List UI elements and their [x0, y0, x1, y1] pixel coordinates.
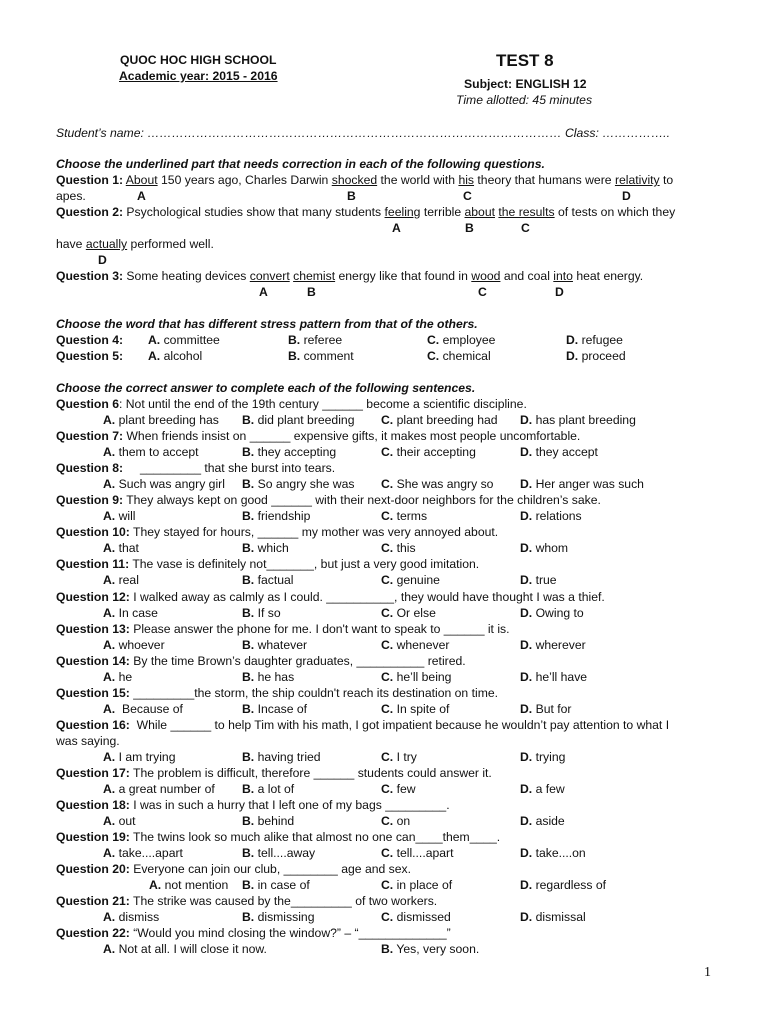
underlined-d: relativity: [614, 173, 660, 187]
option-d: D. Owing to: [520, 606, 584, 620]
question-14: Question 14: By the time Brown’s daughter graduates, __________ retired.: [56, 654, 466, 668]
option-a: A. Not at all. I will close it now.: [103, 942, 267, 956]
question-text: energy like that found in: [335, 269, 472, 283]
option-c: C. terms: [381, 509, 428, 523]
option-c: C. he’ll being: [381, 670, 452, 684]
option-b: B. dismissing: [242, 910, 315, 924]
option-b: B. If so: [242, 606, 281, 620]
option-b: B. they accepting: [242, 445, 337, 459]
question-label: Question 4:: [56, 333, 124, 347]
option-c: C. dismissed: [381, 910, 451, 924]
option-d: D. take....on: [520, 846, 586, 860]
option-d: D. aside: [520, 814, 565, 828]
option-a: A. I am trying: [103, 750, 176, 764]
question-9: Question 9: They always kept on good ______ with their next-door neighbors for the children’s sake.: [56, 493, 601, 507]
underlined-b: shocked: [331, 173, 378, 187]
option-d: D. Her anger was such: [520, 477, 644, 491]
question-label: Question 1:: [56, 173, 124, 187]
option-c: C. genuine: [381, 573, 440, 587]
academic-year: Academic year: 2015 - 2016: [119, 69, 278, 83]
option-a: A. them to accept: [103, 445, 199, 459]
question-text: Psychological studies show that many students: [123, 205, 385, 219]
underlined-a: feeling: [384, 205, 421, 219]
option-b: B. which: [242, 541, 289, 555]
option-b: B. friendship: [242, 509, 311, 523]
option-a: A. In case: [103, 606, 158, 620]
marker-c: C: [463, 189, 472, 203]
option-c: C. their accepting: [381, 445, 476, 459]
option-c: C. In spite of: [381, 702, 450, 716]
question-11: Question 11: The vase is definitely not_______, but just a very good imitation.: [56, 557, 480, 571]
option-d: D. they accept: [520, 445, 598, 459]
option-b: B. tell....away: [242, 846, 316, 860]
option-b: B. a lot of: [242, 782, 295, 796]
option-d: D. refugee: [566, 333, 623, 347]
question-text: and coal: [500, 269, 554, 283]
section-instruction: Choose the underlined part that needs correction in each of the following questions.: [56, 157, 545, 171]
underlined-c: the results: [498, 205, 555, 219]
option-d: D. has plant breeding: [520, 413, 636, 427]
option-b: B. Incase of: [242, 702, 308, 716]
question-label: Question 3:: [56, 269, 124, 283]
question-1: [56, 172, 673, 188]
option-d: D. whom: [520, 541, 569, 555]
question-text: performed well.: [127, 237, 214, 251]
section-instruction: Choose the word that has different stress pattern from that of the others.: [56, 317, 478, 331]
underlined-d: into: [553, 269, 573, 283]
question-16-line2: was saying.: [56, 734, 120, 748]
question-2-line2: [56, 236, 214, 252]
option-a: A. he: [103, 670, 133, 684]
option-a: A. Such was angry girl: [103, 477, 225, 491]
option-a: A. a great number of: [103, 782, 215, 796]
question-22: Question 22: “Would you mind closing the window?” – “_____________”: [56, 926, 451, 940]
option-c: C. in place of: [381, 878, 453, 892]
option-a: A. out: [103, 814, 136, 828]
question-19: Question 19: The twins look so much alike that almost no one can____them____.: [56, 830, 501, 844]
option-d: D. wherever: [520, 638, 586, 652]
question-12: Question 12: I walked away as calmly as I could. __________, they would have thought I was a thief.: [56, 590, 605, 604]
question-16: Question 16: While ______ to help Tim with his math, I got impatient because he wouldn’t pay attention to what I: [56, 718, 670, 732]
page-number: 1: [704, 965, 711, 980]
question-label: Question 5:: [56, 349, 124, 363]
underlined-b: about: [464, 205, 495, 219]
question-text: the world with: [377, 173, 459, 187]
marker-a: A: [137, 189, 146, 203]
option-a: A. committee: [148, 333, 220, 347]
marker-c: C: [478, 285, 487, 299]
question-1-line2: apes.: [56, 189, 86, 203]
underlined-d: actually: [85, 237, 128, 251]
option-d: D. relations: [520, 509, 582, 523]
option-b: B. Yes, very soon.: [381, 942, 480, 956]
option-c: C. this: [381, 541, 416, 555]
question-text: Some heating devices: [123, 269, 250, 283]
option-c: C. tell....apart: [381, 846, 454, 860]
option-a: A. whoever: [103, 638, 165, 652]
question-13: Question 13: Please answer the phone for me. I don't want to speak to ______ it is.: [56, 622, 510, 636]
option-a: A. plant breeding has: [103, 413, 219, 427]
time-allotted: Time allotted: 45 minutes: [456, 93, 593, 107]
option-c: C. She was angry so: [381, 477, 494, 491]
marker-b: B: [307, 285, 316, 299]
question-7: Question 7: When friends insist on ______ expensive gifts, it makes most people uncomfortable.: [56, 429, 581, 443]
question-18: Question 18: I was in such a hurry that I left one of my bags _________.: [56, 798, 450, 812]
option-d: D. But for: [520, 702, 572, 716]
question-8: Question 8: _________ that she burst into tears.: [56, 461, 336, 475]
option-a: A. not mention: [149, 878, 229, 892]
student-name-line: Student’s name: ………………………………………………………………………………………… Class: ……………..: [56, 126, 670, 140]
underlined-b: chemist: [293, 269, 336, 283]
option-b: B. whatever: [242, 638, 308, 652]
option-a: A. will: [103, 509, 136, 523]
option-c: C. few: [381, 782, 416, 796]
option-b: B. in case of: [242, 878, 310, 892]
option-b: B. referee: [288, 333, 343, 347]
option-a: A. take....apart: [103, 846, 183, 860]
question-3: [56, 268, 643, 284]
marker-c: C: [521, 221, 530, 235]
option-d: D. he’ll have: [520, 670, 588, 684]
marker-a: A: [392, 221, 401, 235]
option-d: D. regardless of: [520, 878, 607, 892]
school-name: QUOC HOC HIGH SCHOOL: [120, 53, 277, 67]
subject: Subject: ENGLISH 12: [464, 77, 587, 91]
question-text: terrible: [420, 205, 465, 219]
marker-d: D: [98, 253, 107, 267]
option-a: A. alcohol: [148, 349, 203, 363]
option-b: B. did plant breeding: [242, 413, 355, 427]
option-b: B. he has: [242, 670, 295, 684]
option-d: D. a few: [520, 782, 565, 796]
question-15: Question 15: _________the storm, the ship couldn't reach its destination on time.: [56, 686, 499, 700]
option-c: C. Or else: [381, 606, 436, 620]
question-6: Question 6: Not until the end of the 19th century ______ become a scientific discipline.: [56, 397, 527, 411]
option-a: A. dismiss: [103, 910, 160, 924]
option-b: B. having tried: [242, 750, 321, 764]
question-10: Question 10: They stayed for hours, ______ my mother was very annoyed about.: [56, 525, 499, 539]
option-a: A. Because of: [103, 702, 183, 716]
section-instruction: Choose the correct answer to complete each of the following sentences.: [56, 381, 476, 395]
marker-b: B: [347, 189, 356, 203]
underlined-a: convert: [249, 269, 290, 283]
option-b: B. So angry she was: [242, 477, 355, 491]
option-d: D. true: [520, 573, 557, 587]
question-text: heat energy.: [572, 269, 644, 283]
question-text: have: [56, 237, 86, 251]
question-text: to: [659, 173, 674, 187]
question-text: of tests on which they: [554, 205, 676, 219]
option-d: D. proceed: [566, 349, 626, 363]
option-c: C. on: [381, 814, 411, 828]
question-text: 150 years ago, Charles Darwin: [157, 173, 332, 187]
question-20: Question 20: Everyone can join our club, ________ age and sex.: [56, 862, 412, 876]
option-c: C. plant breeding had: [381, 413, 498, 427]
test-title: TEST 8: [496, 51, 554, 70]
option-b: B. behind: [242, 814, 295, 828]
marker-b: B: [465, 221, 474, 235]
option-a: A. that: [103, 541, 139, 555]
option-c: C. employee: [427, 333, 496, 347]
option-c: C. whenever: [381, 638, 450, 652]
question-21: Question 21: The strike was caused by the_________ of two workers.: [56, 894, 438, 908]
option-a: A. real: [103, 573, 139, 587]
question-label: Question 2:: [56, 205, 124, 219]
underlined-c: his: [458, 173, 475, 187]
question-2: [56, 204, 675, 220]
question-17: Question 17: The problem is difficult, therefore ______ students could answer it.: [56, 766, 492, 780]
underlined-a: About: [125, 173, 158, 187]
option-c: C. chemical: [427, 349, 491, 363]
question-text: theory that humans were: [474, 173, 615, 187]
underlined-c: wood: [471, 269, 501, 283]
marker-d: D: [622, 189, 631, 203]
marker-d: D: [555, 285, 564, 299]
option-b: B. comment: [288, 349, 354, 363]
marker-a: A: [259, 285, 268, 299]
option-d: D. trying: [520, 750, 566, 764]
option-b: B. factual: [242, 573, 294, 587]
option-d: D. dismissal: [520, 910, 586, 924]
option-c: C. I try: [381, 750, 417, 764]
